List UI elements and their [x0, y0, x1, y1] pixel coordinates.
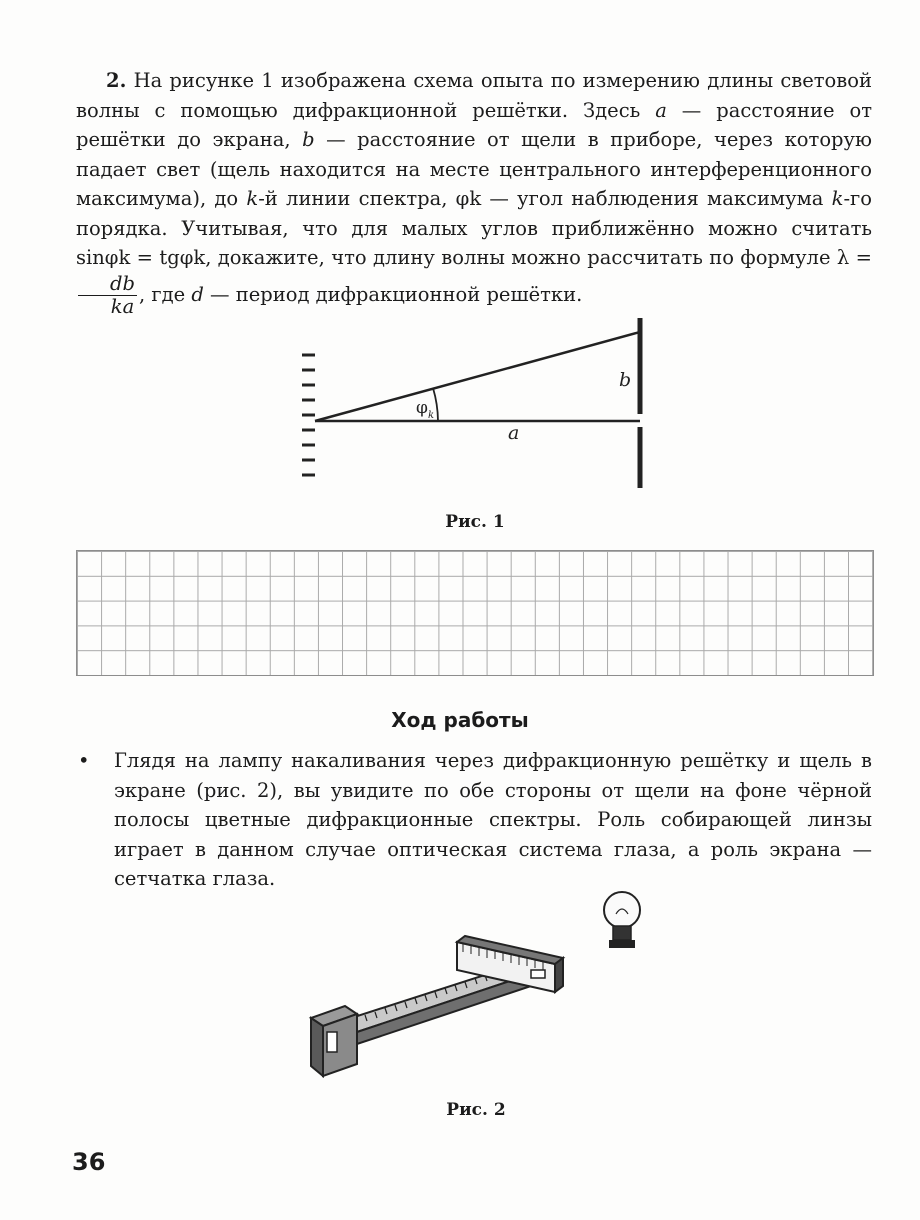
- lightbulb-icon: [604, 892, 640, 948]
- figure-1-caption: Рис. 1: [445, 512, 505, 532]
- grating-holder: [311, 1006, 357, 1076]
- answer-grid[interactable]: [76, 550, 874, 676]
- section-heading: Ход работы: [391, 708, 529, 732]
- label-a: a: [508, 422, 520, 444]
- sin-tg-formula: sinφk = tgφk: [76, 246, 206, 269]
- bullet-text: Глядя на лампу накаливания через дифракционную решётку и щель в экране (рис. 2), вы увидите по обе стороны от щели на фоне чёрной полосы цветные дифракционные спектры. Роль собирающей линзы играет в данном случае оптическая система глаза, а роль экрана — сетчатка глаза.: [114, 749, 872, 890]
- task-number: 2.: [106, 69, 127, 92]
- figure-2-illustration: [305, 880, 645, 1095]
- slit: [531, 970, 545, 978]
- wavelength-fraction: $\frac{db}{ka}$: [78, 273, 137, 318]
- bullet-dot: •: [78, 749, 90, 772]
- diagonal-ray: [315, 332, 640, 421]
- label-phi: φ: [416, 398, 428, 418]
- diffraction-grating: [302, 355, 315, 475]
- page-number: 36: [72, 1148, 106, 1176]
- phi-k-symbol: φk: [455, 187, 482, 210]
- instruction-bullet: [76, 746, 872, 894]
- label-b: b: [619, 369, 632, 391]
- lambda-symbol: λ =: [836, 246, 872, 269]
- label-phi-sub: k: [428, 410, 435, 421]
- figure-2-caption: Рис. 2: [446, 1100, 506, 1120]
- task-2-paragraph: 2. На рисунке 1 изображена схема опыта по измерению длины световой волны с помощью дифракционной решётки. Здесь a — расстояние от решётки до экрана, b — расстояние от щели в приборе, через которую падает свет (щель находится на месте центрального интерференционного максимума), до k-й линии спектра, φk — угол наблюдения максимума k-го порядка. Учитывая, что для малых углов приближённо можно считать sinφk = tgφk, докажите, что длину волны можно рассчитать по формуле λ = $\frac{db}{ka}$ , где d — период дифракционной решётки.: [76, 69, 873, 318]
- task-2: [76, 66, 872, 318]
- figure-1-diagram: [290, 310, 660, 495]
